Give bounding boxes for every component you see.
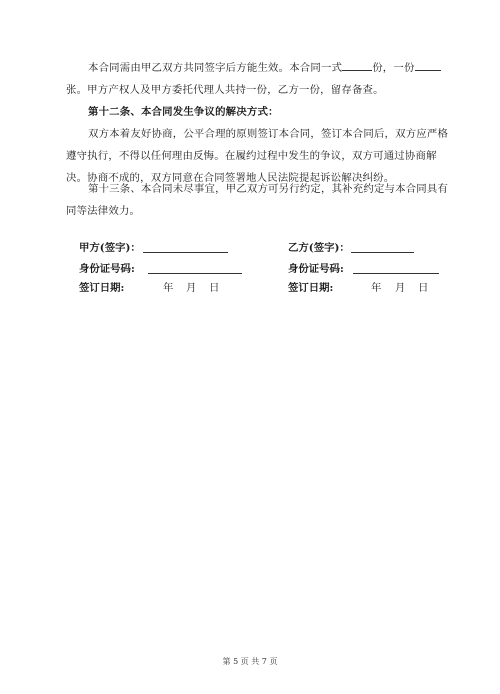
article-12-body: 双方本着友好协商，公平合理的原则签订本合同，签订本合同后，双方应严格遵守执行，不得以任何理由反悔。在履约过程中发生的争议，双方可通过协商解决。协商不成的，双方同意在合同签署地人民法院提起诉讼解决纠纷。 [66, 128, 449, 184]
party-a-id-label: 身份证号码: [79, 263, 135, 275]
page-footer: 第 5 页 共 7 页 [222, 657, 278, 666]
party-b-date-label: 签订日期: [288, 282, 334, 294]
party-a-month: 月 [186, 282, 197, 294]
para1-part-a: 本合同需由甲乙双方共同签字后方能生效。本合同一式 [88, 62, 343, 74]
party-a-id-line [148, 273, 242, 274]
party-a-date-label: 签订日期: [79, 282, 125, 294]
party-b-day: 日 [418, 282, 429, 294]
party-a-year: 年 [163, 282, 174, 294]
party-a-sign-line [143, 252, 228, 253]
para1-part-c: 张。甲方产权人及甲方委托代理人共持一份，乙方一份，留存备查。 [66, 84, 384, 96]
party-a-sign-label: 甲方(签字)： [79, 242, 141, 254]
party-a-day: 日 [209, 282, 220, 294]
pages-blank [415, 58, 441, 71]
party-b-sign-line [351, 252, 414, 253]
party-b-sign-label: 乙方(签字)： [288, 242, 350, 254]
party-b-id-line [353, 273, 439, 274]
article-13: 第十三条、本合同未尽事宜，甲乙双方可另行约定，其补充约定与本合同具有同等法律效力。 [66, 183, 449, 217]
paragraph-effectiveness [66, 57, 450, 101]
party-b-id-label: 身份证号码: [288, 263, 344, 275]
article-12-title: 第十二条、本合同发生争议的解决方式： [88, 106, 279, 118]
party-b-month: 月 [395, 282, 406, 294]
copies-blank [342, 58, 372, 71]
party-b-year: 年 [371, 282, 382, 294]
para1-part-b: 份，一份 [372, 62, 415, 74]
